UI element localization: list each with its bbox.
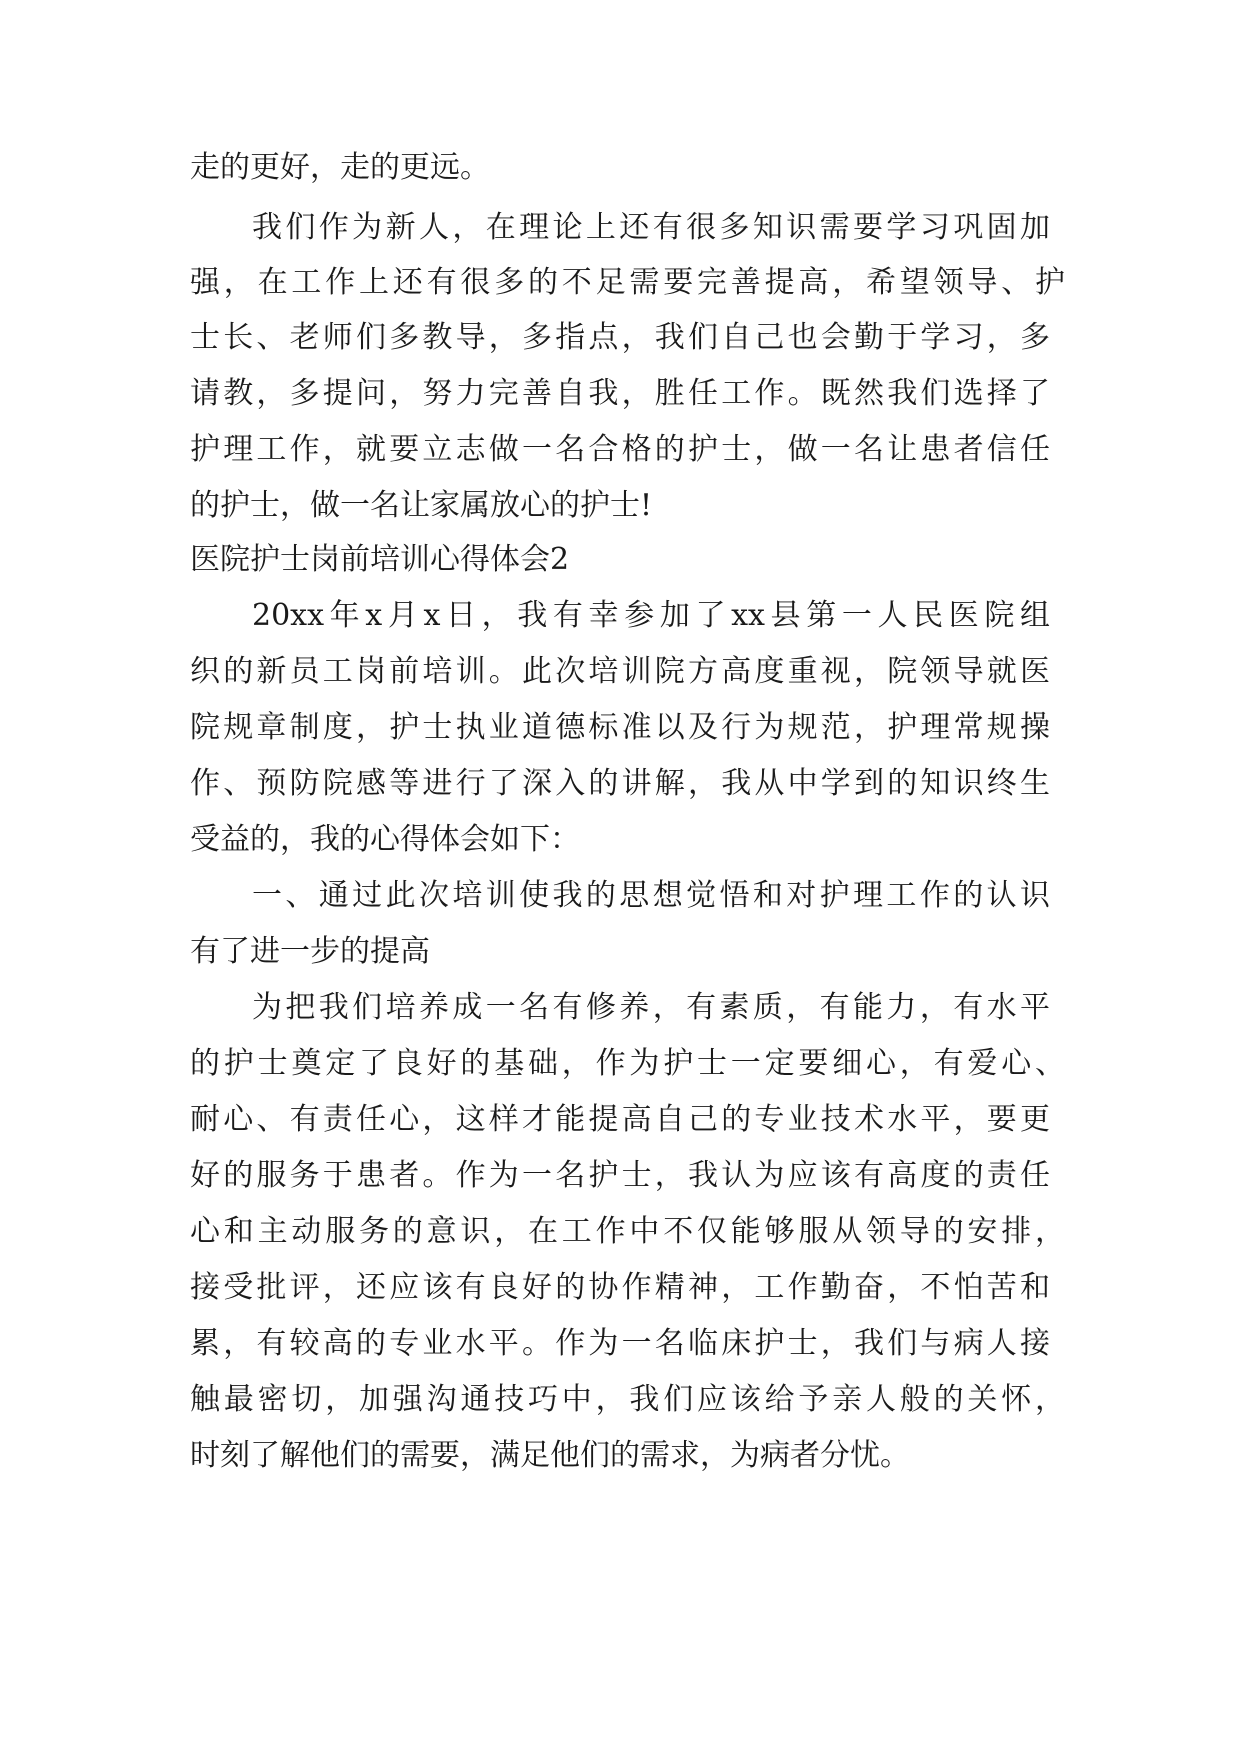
subheading-first-line: 一、通过此次培训使我的思想觉悟和对护理工作的认识 <box>252 878 1050 913</box>
text-line: 有了进一步的提高 <box>190 934 430 969</box>
paragraph-first-line: 我们作为新人，在理论上还有很多知识需要学习巩固加 <box>252 210 1050 245</box>
text-line: 院规章制度，护士执业道德标准以及行为规范，护理常规操 <box>190 710 1050 745</box>
text-line: 织的新员工岗前培训。此次培训院方高度重视，院领导就医 <box>190 654 1050 689</box>
text-line: 的护士，做一名让家属放心的护士! <box>190 488 653 523</box>
text-line: 耐心、有责任心，这样才能提高自己的专业技术水平，要更 <box>190 1102 1050 1137</box>
text-line: 好的服务于患者。作为一名护士，我认为应该有高度的责任 <box>190 1158 1050 1193</box>
paragraph-first-line: 20xx年x月x日，我有幸参加了xx县第一人民医院组 <box>252 598 1050 633</box>
text-line: 士长、老师们多教导，多指点，我们自己也会勤于学习，多 <box>190 320 1050 355</box>
text-line: 接受批评，还应该有良好的协作精神，工作勤奋，不怕苦和 <box>190 1270 1050 1305</box>
text-line: 时刻了解他们的需要，满足他们的需求，为病者分忧。 <box>190 1438 910 1473</box>
text-line: 心和主动服务的意识，在工作中不仅能够服从领导的安排， <box>190 1214 1065 1249</box>
text-line: 请教，多提问，努力完善自我，胜任工作。既然我们选择了 <box>190 376 1050 411</box>
text-line: 作、预防院感等进行了深入的讲解，我从中学到的知识终生 <box>190 766 1050 801</box>
text-line: 累，有较高的专业水平。作为一名临床护士，我们与病人接 <box>190 1326 1050 1361</box>
text-line: 受益的，我的心得体会如下： <box>190 822 580 857</box>
text-line: 护理工作，就要立志做一名合格的护士，做一名让患者信任 <box>190 432 1050 467</box>
section-heading: 医院护士岗前培训心得体会2 <box>190 542 570 577</box>
text-line: 触最密切，加强沟通技巧中，我们应该给予亲人般的关怀， <box>190 1382 1065 1417</box>
text-line: 走的更好，走的更远。 <box>190 150 490 185</box>
text-line: 强，在工作上还有很多的不足需要完善提高，希望领导、护 <box>190 265 1065 300</box>
paragraph-first-line: 为把我们培养成一名有修养，有素质，有能力，有水平 <box>252 990 1050 1025</box>
text-line: 的护士奠定了良好的基础，作为护士一定要细心，有爱心、 <box>190 1046 1065 1081</box>
